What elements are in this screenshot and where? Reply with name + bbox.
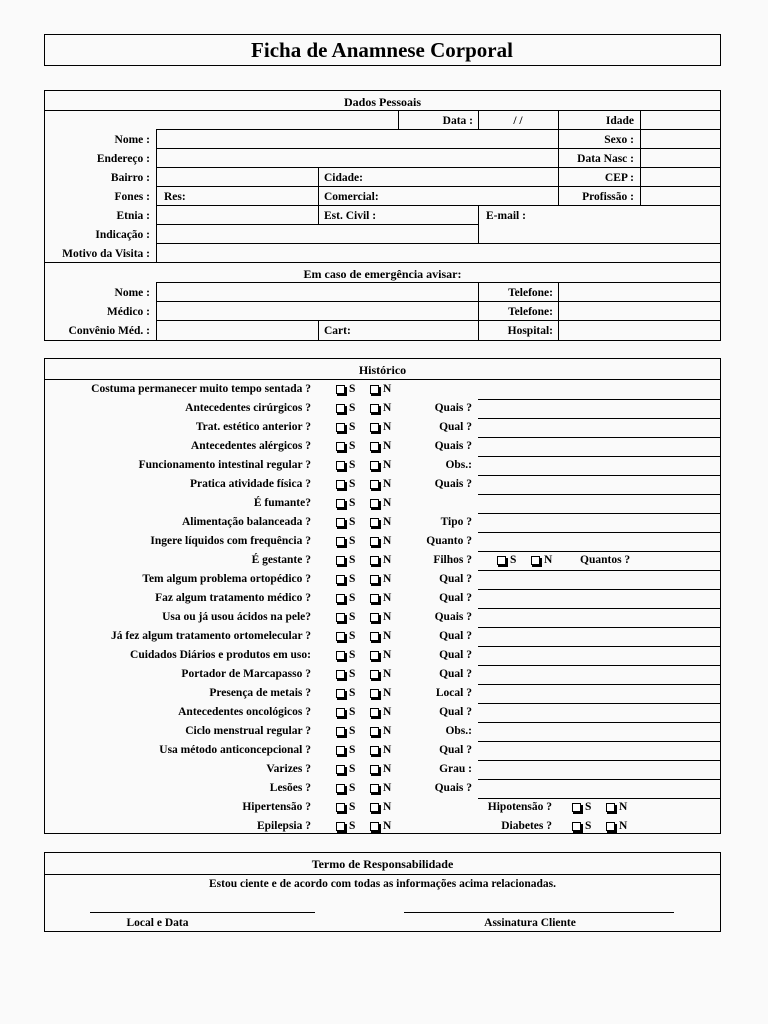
historico-followup-label: Quais ?	[434, 611, 472, 623]
historico-question: Pratica atividade física ?	[189, 478, 311, 490]
email-label: E-mail :	[486, 210, 526, 222]
checkbox-nao-label: N	[383, 478, 392, 490]
checkbox-nao[interactable]	[370, 480, 379, 489]
checkbox-sim-label: S	[349, 763, 356, 775]
checkbox-sim[interactable]	[336, 461, 345, 470]
historico-question: Epilepsia ?	[256, 820, 311, 832]
checkbox-sim-label: S	[349, 611, 356, 623]
historico-question: Trat. estético anterior ?	[195, 421, 311, 433]
emergencia-heading: Em caso de emergência avisar:	[303, 267, 462, 281]
checkbox-sim-label: S	[349, 725, 356, 737]
historico-followup-label: Quais ?	[434, 782, 472, 794]
nome-label: Nome :	[114, 134, 150, 146]
checkbox-nao[interactable]	[370, 556, 379, 565]
sexo-label: Sexo :	[604, 134, 634, 146]
checkbox-sim[interactable]	[336, 575, 345, 584]
checkbox-sim[interactable]	[336, 727, 345, 736]
checkbox-nao-label: N	[383, 649, 392, 661]
checkbox-sim-label: S	[349, 687, 356, 699]
checkbox-nao[interactable]	[531, 556, 540, 565]
checkbox-sim-label: S	[349, 440, 356, 452]
checkbox-nao[interactable]	[370, 632, 379, 641]
checkbox-sim-label: S	[349, 744, 356, 756]
checkbox-sim[interactable]	[336, 613, 345, 622]
data-nasc-label: Data Nasc :	[577, 153, 634, 165]
checkbox-nao-label: N	[383, 668, 392, 680]
historico-question: Presença de metais ?	[209, 687, 311, 699]
checkbox-nao-label: N	[383, 421, 392, 433]
checkbox-nao-label: N	[383, 516, 392, 528]
convenio-label: Convênio Méd. :	[68, 325, 150, 337]
answer-line[interactable]	[478, 399, 720, 400]
checkbox-sim[interactable]	[336, 556, 345, 565]
checkbox-nao[interactable]	[370, 385, 379, 394]
checkbox-nao[interactable]	[370, 613, 379, 622]
answer-line[interactable]	[478, 703, 720, 704]
checkbox-nao-label: N	[383, 630, 392, 642]
historico-followup-label: Qual ?	[439, 573, 472, 585]
checkbox-nao[interactable]	[370, 575, 379, 584]
checkbox-sim-label: S	[349, 554, 356, 566]
historico-followup-label: Qual ?	[439, 421, 472, 433]
answer-line[interactable]	[478, 475, 720, 476]
historico-question: É fumante?	[253, 497, 311, 509]
answer-line[interactable]	[478, 741, 720, 742]
historico-question: Costuma permanecer muito tempo sentada ?	[91, 383, 311, 395]
checkbox-nao-label: N	[619, 820, 628, 832]
checkbox-nao[interactable]	[370, 746, 379, 755]
answer-line[interactable]	[478, 570, 720, 571]
checkbox-sim-label: S	[349, 497, 356, 509]
motivo-label: Motivo da Visita :	[62, 248, 150, 260]
medico-label: Médico :	[106, 306, 150, 318]
indicacao-label: Indicação :	[95, 229, 150, 241]
historico-question: Lesões ?	[269, 782, 311, 794]
checkbox-nao[interactable]	[606, 803, 615, 812]
checkbox-sim[interactable]	[336, 708, 345, 717]
historico-followup-label: Hipotensão ?	[487, 801, 552, 813]
checkbox-nao-label: N	[619, 801, 628, 813]
endereco-label: Endereço :	[96, 153, 150, 165]
historico-question: Portador de Marcapasso ?	[181, 668, 311, 680]
checkbox-sim[interactable]	[336, 537, 345, 546]
checkbox-nao[interactable]	[370, 784, 379, 793]
quantos-label: Quantos ?	[580, 554, 631, 566]
checkbox-nao-label: N	[383, 554, 392, 566]
checkbox-sim-label: S	[585, 801, 592, 813]
checkbox-nao-label: N	[383, 611, 392, 623]
profissao-label: Profissão :	[582, 191, 634, 203]
checkbox-sim-label: S	[349, 402, 356, 414]
checkbox-nao[interactable]	[606, 822, 615, 831]
emergencia-telefone1-label: Telefone:	[508, 287, 553, 299]
checkbox-nao-label: N	[544, 554, 553, 566]
historico-followup-label: Diabetes ?	[501, 820, 552, 832]
checkbox-sim-label: S	[349, 383, 356, 395]
checkbox-sim[interactable]	[336, 480, 345, 489]
checkbox-nao-label: N	[383, 402, 392, 414]
historico-followup-label: Qual ?	[439, 744, 472, 756]
checkbox-nao-label: N	[383, 459, 392, 471]
checkbox-nao-label: N	[383, 440, 392, 452]
termo-text: Estou ciente e de acordo com todas as informações acima relacionadas.	[209, 878, 556, 890]
answer-line[interactable]	[478, 627, 720, 628]
checkbox-sim-label: S	[349, 706, 356, 718]
idade-label: Idade	[605, 115, 634, 127]
historico-followup-label: Tipo ?	[440, 516, 472, 528]
answer-line[interactable]	[478, 418, 720, 419]
checkbox-nao[interactable]	[370, 651, 379, 660]
checkbox-nao[interactable]	[370, 518, 379, 527]
answer-line[interactable]	[478, 608, 720, 609]
historico-followup-label: Quais ?	[434, 478, 472, 490]
checkbox-nao[interactable]	[370, 670, 379, 679]
answer-line[interactable]	[478, 798, 720, 799]
bairro-label: Bairro :	[110, 172, 150, 184]
checkbox-sim-label: S	[585, 820, 592, 832]
answer-line[interactable]	[478, 760, 720, 761]
checkbox-nao-label: N	[383, 535, 392, 547]
assinatura-line[interactable]	[404, 912, 674, 913]
cep-label: CEP :	[604, 172, 634, 184]
historico-heading: Histórico	[358, 363, 407, 377]
checkbox-nao-label: N	[383, 782, 392, 794]
checkbox-sim-label: S	[349, 630, 356, 642]
historico-followup-label: Qual ?	[439, 706, 472, 718]
answer-line[interactable]	[478, 665, 720, 666]
checkbox-nao[interactable]	[370, 689, 379, 698]
historico-followup-label: Qual ?	[439, 592, 472, 604]
checkbox-sim[interactable]	[336, 594, 345, 603]
historico-followup-label: Quais ?	[434, 440, 472, 452]
historico-question: Cuidados Diários e produtos em uso:	[130, 649, 311, 661]
checkbox-nao-label: N	[383, 706, 392, 718]
historico-question: Antecedentes alérgicos ?	[190, 440, 311, 452]
checkbox-sim[interactable]	[336, 689, 345, 698]
historico-question: Já fez algum tratamento ortomelecular ?	[110, 630, 311, 642]
historico-followup-label: Quanto ?	[426, 535, 472, 547]
answer-line[interactable]	[478, 722, 720, 723]
checkbox-nao[interactable]	[370, 499, 379, 508]
checkbox-sim-label: S	[349, 592, 356, 604]
checkbox-nao[interactable]	[370, 594, 379, 603]
checkbox-nao-label: N	[383, 820, 392, 832]
checkbox-sim-label: S	[349, 668, 356, 680]
checkbox-nao[interactable]	[370, 727, 379, 736]
checkbox-nao[interactable]	[370, 765, 379, 774]
checkbox-nao-label: N	[383, 573, 392, 585]
checkbox-sim[interactable]	[336, 803, 345, 812]
etnia-label: Etnia :	[116, 210, 150, 222]
historico-question: Tem algum problema ortopédico ?	[142, 573, 311, 585]
historico-followup-label: Local ?	[435, 687, 472, 699]
checkbox-sim-label: S	[349, 459, 356, 471]
historico-question: Ciclo menstrual regular ?	[185, 725, 311, 737]
historico-question: Ingere líquidos com frequência ?	[150, 535, 311, 547]
answer-line[interactable]	[478, 513, 720, 514]
checkbox-nao[interactable]	[370, 708, 379, 717]
checkbox-sim[interactable]	[336, 442, 345, 451]
historico-question: Hipertensão ?	[242, 801, 311, 813]
historico-question: Faz algum tratamento médico ?	[155, 592, 311, 604]
checkbox-nao[interactable]	[370, 442, 379, 451]
checkbox-nao[interactable]	[370, 423, 379, 432]
checkbox-nao-label: N	[383, 687, 392, 699]
checkbox-nao-label: N	[383, 725, 392, 737]
checkbox-sim[interactable]	[572, 803, 581, 812]
checkbox-sim[interactable]	[336, 670, 345, 679]
checkbox-nao[interactable]	[370, 461, 379, 470]
checkbox-sim-label: S	[349, 820, 356, 832]
fones-label: Fones :	[114, 191, 150, 203]
checkbox-sim[interactable]	[336, 651, 345, 660]
historico-followup-label: Grau :	[439, 763, 472, 775]
res-label: Res:	[164, 191, 186, 203]
historico-question: Antecedentes cirúrgicos ?	[185, 402, 311, 414]
answer-line[interactable]	[478, 779, 720, 780]
page-title: Ficha de Anamnese Corporal	[251, 38, 513, 62]
emergencia-nome-label: Nome :	[114, 287, 150, 299]
cidade-label: Cidade:	[324, 172, 363, 184]
checkbox-sim[interactable]	[336, 746, 345, 755]
checkbox-sim[interactable]	[336, 822, 345, 831]
checkbox-sim[interactable]	[572, 822, 581, 831]
checkbox-sim[interactable]	[336, 784, 345, 793]
cart-label: Cart:	[324, 325, 351, 337]
checkbox-sim[interactable]	[336, 765, 345, 774]
historico-followup-label: Obs.:	[445, 725, 472, 737]
answer-line[interactable]	[478, 684, 720, 685]
historico-question: Usa método anticoncepcional ?	[159, 744, 311, 756]
answer-line[interactable]	[478, 437, 720, 438]
answer-line[interactable]	[478, 456, 720, 457]
historico-followup-label: Qual ?	[439, 649, 472, 661]
answer-line[interactable]	[478, 494, 720, 495]
checkbox-nao[interactable]	[370, 822, 379, 831]
answer-line[interactable]	[478, 589, 720, 590]
checkbox-nao-label: N	[383, 763, 392, 775]
checkbox-sim[interactable]	[336, 385, 345, 394]
checkbox-sim[interactable]	[336, 632, 345, 641]
checkbox-nao-label: N	[383, 744, 392, 756]
checkbox-sim[interactable]	[336, 423, 345, 432]
checkbox-nao-label: N	[383, 592, 392, 604]
historico-followup-label: Quais ?	[434, 402, 472, 414]
termo-heading: Termo de Responsabilidade	[311, 857, 454, 871]
comercial-label: Comercial:	[324, 191, 379, 203]
answer-line[interactable]	[478, 646, 720, 647]
checkbox-sim-label: S	[349, 573, 356, 585]
local-data-line[interactable]	[90, 912, 315, 913]
historico-followup-label: Qual ?	[439, 668, 472, 680]
hospital-label: Hospital:	[507, 325, 553, 337]
est-civil-label: Est. Civil :	[324, 210, 377, 222]
checkbox-sim-label: S	[510, 554, 517, 566]
historico-followup-label: Qual ?	[439, 630, 472, 642]
answer-line[interactable]	[478, 532, 720, 533]
checkbox-sim-label: S	[349, 478, 356, 490]
checkbox-sim-label: S	[349, 649, 356, 661]
checkbox-nao[interactable]	[370, 803, 379, 812]
checkbox-nao-label: N	[383, 497, 392, 509]
historico-followup-label: Obs.:	[445, 459, 472, 471]
historico-question: Funcionamento intestinal regular ?	[138, 459, 311, 471]
data-label: Data :	[442, 115, 473, 127]
historico-question: É gestante ?	[251, 554, 311, 566]
historico-question: Varizes ?	[266, 763, 311, 775]
local-data-label: Local e Data	[126, 917, 189, 929]
checkbox-sim-label: S	[349, 782, 356, 794]
data-slashes: / /	[513, 115, 523, 127]
historico-followup-label: Filhos ?	[433, 554, 472, 566]
checkbox-nao-label: N	[383, 383, 392, 395]
historico-question: Alimentação balanceada ?	[181, 516, 311, 528]
checkbox-sim[interactable]	[336, 518, 345, 527]
dados-pessoais-heading: Dados Pessoais	[343, 95, 421, 109]
checkbox-sim[interactable]	[497, 556, 506, 565]
checkbox-sim-label: S	[349, 535, 356, 547]
checkbox-sim[interactable]	[336, 404, 345, 413]
checkbox-sim-label: S	[349, 801, 356, 813]
assinatura-label: Assinatura Cliente	[484, 917, 576, 929]
checkbox-nao[interactable]	[370, 537, 379, 546]
checkbox-nao-label: N	[383, 801, 392, 813]
checkbox-sim-label: S	[349, 516, 356, 528]
answer-line[interactable]	[478, 551, 720, 552]
historico-question: Usa ou já usou ácidos na pele?	[162, 611, 311, 623]
emergencia-telefone2-label: Telefone:	[508, 306, 553, 318]
checkbox-nao[interactable]	[370, 404, 379, 413]
historico-question: Antecedentes oncológicos ?	[178, 706, 311, 718]
checkbox-sim-label: S	[349, 421, 356, 433]
checkbox-sim[interactable]	[336, 499, 345, 508]
